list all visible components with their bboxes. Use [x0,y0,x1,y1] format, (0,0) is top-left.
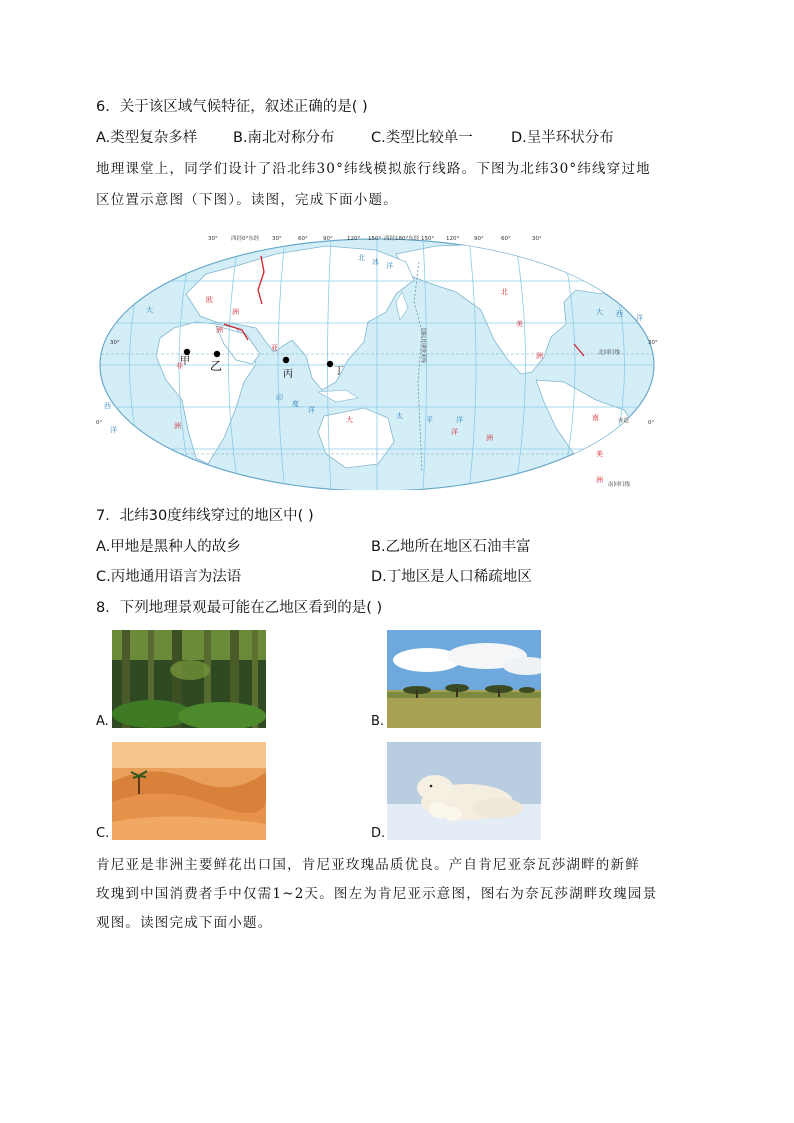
ocean-label: 洋 [386,262,393,270]
intro1-line1: 地理课堂上，同学们设计了沿北纬30°纬线模拟旅行线路。下图为北纬30°纬线穿过地 [96,161,651,177]
lat-label: 30° [110,340,120,346]
lon-label: 西经0°东经 [231,236,260,242]
q8-stem: 8．下列地理景观最可能在乙地区看到的是( ) [96,600,383,616]
lon-label: 30° [272,236,282,242]
lon-label: 120° [446,236,460,242]
intro1-line2: 区位置示意图（下图）。读图，完成下面小题。 [96,192,398,208]
ocean-label: 大 [596,308,603,316]
equator-label: 赤道 [618,418,630,424]
point-ding-label: 丁 [334,366,344,377]
ocean-label: 西 [104,402,111,410]
lon-label: 90° [323,236,333,242]
q8-option-d-label: D. [371,826,386,841]
continent-label: 亚 [271,344,278,352]
world-map-30n [96,232,658,490]
point-yi-marker [214,351,220,357]
continent-label: 南 [592,414,599,422]
ocean-label: 洋 [456,416,463,424]
rainforest-photo [112,630,266,728]
continent-label: 洲 [232,308,239,316]
continent-label: 北 [501,288,508,296]
point-bing-label: 丙 [283,369,293,380]
q7-stem: 7．北纬30度纬线穿过的地区中( ) [96,508,314,524]
q7-option-a: A.甲地是黑种人的故乡 [96,539,241,555]
q7-option-b: B.乙地所在地区石油丰富 [371,539,531,555]
lon-label: 60° [298,236,308,242]
ocean-label: 洋 [308,406,315,414]
q6-option-d: D.呈半环状分布 [511,130,614,146]
lon-label: 150° [368,236,382,242]
lon-label: 60° [501,236,511,242]
q8-option-c-label: C. [96,826,110,841]
ocean-label: 平 [426,416,433,424]
ocean-label: 洋 [110,426,117,434]
intro2-line1: 肯尼亚是非洲主要鲜花出口国，肯尼亚玫瑰品质优良。产自肯尼亚奈瓦莎湖畔的新鲜 [96,857,640,873]
continent-label: 洋 [451,428,458,436]
continent-label: 洲 [536,352,543,360]
ocean-label: 印 [276,394,283,402]
q8-option-b-label: B. [371,714,385,729]
tropic-label: 南回归线 [608,482,631,488]
continent-label: 洲 [216,326,223,334]
point-jia-label: 甲 [180,356,190,367]
ocean-label: 北 [358,254,365,262]
lon-label: 30° [532,236,542,242]
ocean-label: 冰 [372,258,379,266]
savanna-photo [387,630,541,728]
ocean-label: 大 [146,306,153,314]
continent-label: 大 [346,416,353,424]
lon-label: 150° [421,236,435,242]
q6-stem: 6．关于该区域气候特征，叙述正确的是( ) [96,99,368,115]
lon-label: 90° [474,236,484,242]
lat-label: 0° [648,420,655,426]
continent-label: 非 [176,362,183,370]
lon-label: 西经180°东经 [384,236,420,242]
lon-label: 120° [347,236,361,242]
ocean-label: 洋 [636,314,643,322]
ocean-label: 西 [616,310,623,318]
polar-bear-photo [387,742,541,840]
point-bing-marker [283,357,289,363]
intro2-line2: 玫瑰到中国消费者手中仅需1~2天。图左为肯尼亚示意图，图右为奈瓦莎湖畔玫瑰园景 [96,886,658,902]
q6-option-a: A.类型复杂多样 [96,130,198,146]
continent-label: 洲 [596,476,603,484]
world-map-svg [96,232,658,490]
point-yi-label: 乙 [210,359,223,373]
point-jia-marker [184,349,190,355]
q6-option-b: B.南北对称分布 [233,130,335,146]
continent-label: 欧 [206,296,213,304]
continent-label: 美 [516,320,523,328]
intro2-line3: 观图。读图完成下面小题。 [96,915,273,931]
continent-label: 洲 [174,422,181,430]
continent-label: 美 [596,450,603,458]
point-ding-marker [327,361,333,367]
continent-label: 洲 [486,434,493,442]
q7-option-c: C.丙地通用语言为法语 [96,569,242,585]
ocean-label: 度 [292,400,299,408]
ocean-label: 太 [396,412,403,420]
lat-label: 0° [96,420,103,426]
lat-label: 30° [648,340,658,346]
q6-option-c: C.类型比较单一 [371,130,473,146]
dateline-label: 国际日期变更线 [420,328,426,364]
q7-option-d: D.丁地区是人口稀疏地区 [371,569,532,585]
desert-photo [112,742,266,840]
q8-option-a-label: A. [96,714,109,729]
tropic-label: 北回归线 [598,350,621,356]
lon-label: 30° [208,236,218,242]
